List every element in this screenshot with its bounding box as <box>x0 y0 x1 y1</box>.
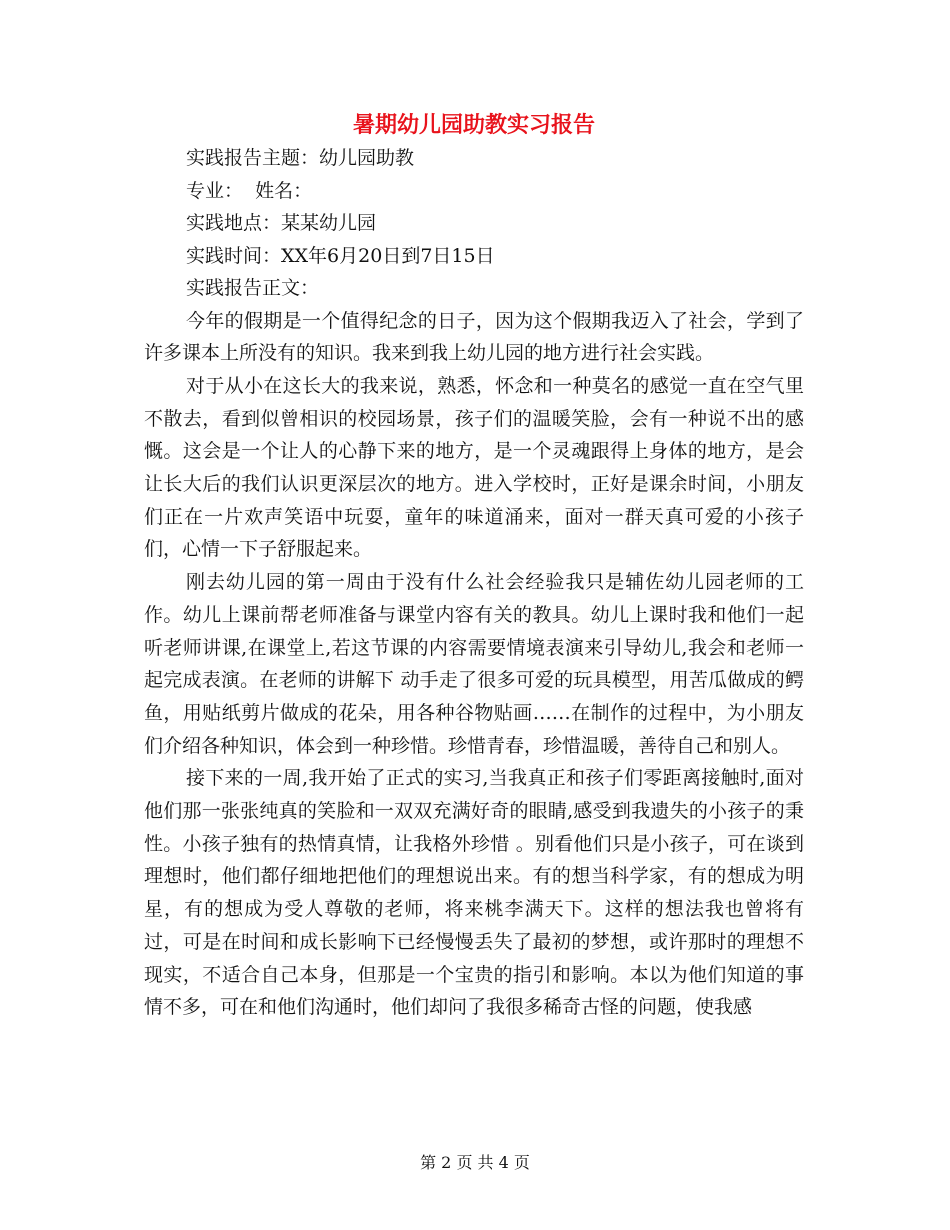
report-topic-line: 实践报告主题：幼儿园助教 <box>186 147 415 169</box>
practice-time-line: 实践时间：XX年6月20日到7日15日 <box>186 244 495 267</box>
document-page <box>144 108 804 1024</box>
report-body-heading: 实践报告正文： <box>186 277 320 299</box>
document-title: 暑期幼儿园助教实习报告 <box>352 112 595 138</box>
body-paragraph-2: 对于从小在这长大的我来说，熟悉，怀念和一种莫名的感觉一直在空气里不散去，看到似曾相识的校园场景，孩子们的温暖笑脸，会有一种说不出的感慨。这会是一个让人的心静下来的地方，是一个灵魂跟得上身体的地方，是会让长大后的我们认识更深层次的地方。进入学校时，正好是课余时间，小朋友们正在一片欢声笑语中玩耍，童年的味道涌来，面对一群天真可爱的小孩子们，心情一下子舒服起来。 <box>144 374 804 561</box>
page-number-footer: 第 2 页 共 4 页 <box>420 1153 530 1172</box>
body-paragraph-1: 今年的假期是一个值得纪念的日子，因为这个假期我迈入了社会，学到了许多课本上所没有的知识。我来到我上幼儿园的地方进行社会实践。 <box>144 309 804 365</box>
body-paragraph-4: 接下来的一周,我开始了正式的实习,当我真正和孩子们零距离接触时,面对他们那一张张纯真的笑脸和一双双充满好奇的眼睛,感受到我遗失的小孩子的秉性。小孩子独有的热情真情，让我格外珍惜 。别看他们只是小孩子，可在谈到理想时，他们都仔细地把他们的理想说出来。有的想当科学家，有的想成为明星，有的想成为受人尊敬的老师，将来桃李满天下。这样的想法我也曾将有过，可是在时间和成长影响下已经慢慢丢失了最初的梦想，或许那时的理想不现实，不适合自己本身，但那是一个宝贵的指引和影响。本以为他们知道的事情不多，可在和他们沟通时，他们却问了我很多稀奇古怪的问题，使我感 <box>144 767 804 1019</box>
body-paragraph-3: 刚去幼儿园的第一周由于没有什么社会经验我只是辅佐幼儿园老师的工作。幼儿上课前帮老师准备与课堂内容有关的教具。幼儿上课时我和他们一起听老师讲课,在课堂上,若这节课的内容需要情境表演来引导幼儿,我会和老师一起完成表演。在老师的讲解下 动手走了很多可爱的玩具模型，用苦瓜做成的鳄鱼，用贴纸剪片做成的花朵，用各种谷物贴画……在制作的过程中，为小朋友们介绍各种知识，体会到一种珍惜。珍惜青春，珍惜温暖，善待自己和别人。 <box>144 571 804 757</box>
practice-location-line: 实践地点：某某幼儿园 <box>186 212 377 234</box>
major-name-line: 专业： 姓名： <box>186 179 313 202</box>
